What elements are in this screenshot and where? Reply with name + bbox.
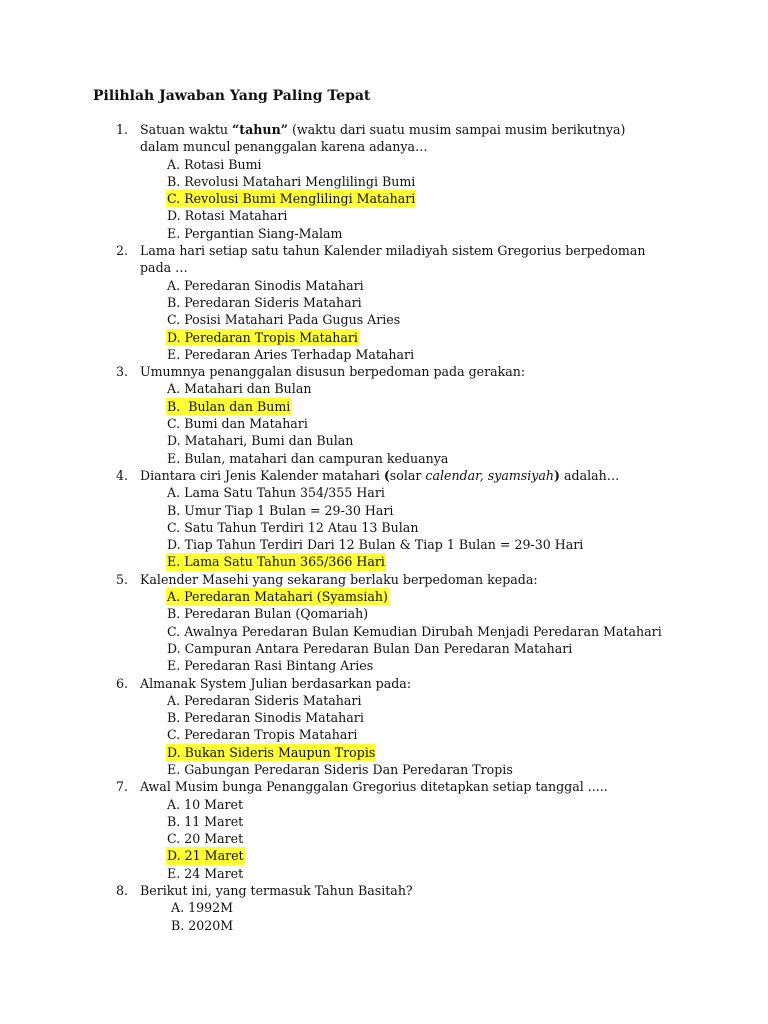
- answer-option: D. Tiap Tahun Terdiri Dari 12 Bulan & Tiap 1 Bulan = 29-30 Hari: [167, 537, 584, 553]
- answer-option: C. Satu Tahun Terdiri 12 Atau 13 Bulan: [167, 519, 419, 535]
- question-7: [0, 778, 768, 882]
- answer-option: D. Matahari, Bumi dan Bulan: [167, 433, 354, 449]
- answer-option: D. Campuran Antara Peredaran Bulan Dan Peredaran Matahari: [167, 640, 573, 656]
- answer-option: B. Peredaran Sinodis Matahari: [167, 710, 364, 726]
- answer-option: E. Peredaran Aries Terhadap Matahari: [167, 346, 415, 362]
- answer-option: E. Pergantian Siang-Malam: [167, 225, 343, 241]
- answer-option-highlighted: B. Bulan dan Bumi: [167, 398, 291, 414]
- answer-option: A. Peredaran Sideris Matahari: [167, 692, 362, 708]
- question-number: 4.: [116, 467, 129, 483]
- question-text-continued: dalam muncul penanggalan karena adanya…: [140, 139, 428, 155]
- question-italic-term: calendar, syamsiyah: [425, 467, 555, 483]
- answer-option: B. Umur Tiap 1 Bulan = 29-30 Hari: [167, 502, 394, 518]
- answer-option: C. Peredaran Tropis Matahari: [167, 727, 358, 743]
- answer-option: A. Rotasi Bumi: [167, 156, 262, 172]
- question-number: 3.: [116, 364, 129, 380]
- question-text: Satuan waktu “tahun” (waktu dari suatu musim sampai musim berikutnya): [140, 122, 626, 137]
- answer-option-highlighted: D. Bukan Sideris Maupun Tropis: [167, 744, 376, 760]
- answer-option-highlighted: D. 21 Maret: [167, 848, 244, 864]
- answer-option: A. Matahari dan Bulan: [167, 381, 312, 397]
- answer-option: B. 2020M: [171, 917, 234, 933]
- question-list: [0, 121, 768, 934]
- question-text: Diantara ciri Jenis Kalender matahari (solar calendar, syamsiyah) adalah…: [140, 467, 620, 483]
- question-text: Kalender Masehi yang sekarang berlaku berpedoman kepada:: [140, 571, 538, 587]
- question-keyword: “tahun”: [232, 122, 288, 137]
- question-number: 7.: [116, 779, 129, 795]
- answer-option: E. Peredaran Rasi Bintang Aries: [167, 658, 374, 674]
- question-text: Lama hari setiap satu tahun Kalender miladiyah sistem Gregorius berpedoman: [140, 243, 646, 259]
- answer-option: C. Bumi dan Matahari: [167, 416, 308, 432]
- question-2: [0, 242, 768, 363]
- answer-option: D. Rotasi Matahari: [167, 208, 288, 224]
- question-number: 2.: [116, 243, 129, 259]
- answer-option-highlighted: D. Peredaran Tropis Matahari: [167, 329, 358, 345]
- question-text: Umumnya penanggalan disusun berpedoman pada gerakan:: [140, 364, 526, 380]
- question-8: [0, 882, 768, 934]
- answer-option-highlighted: A. Peredaran Matahari (Syamsiah): [167, 589, 388, 605]
- answer-option: E. 24 Maret: [167, 865, 244, 881]
- question-number: 6.: [116, 675, 129, 691]
- answer-option: E. Bulan, matahari dan campuran keduanya: [167, 450, 449, 466]
- question-5: [0, 571, 768, 675]
- answer-option: B. Peredaran Sideris Matahari: [167, 294, 362, 310]
- answer-option: A. 10 Maret: [167, 796, 244, 812]
- answer-option-highlighted: E. Lama Satu Tahun 365/366 Hari: [167, 554, 385, 570]
- question-number: 1.: [116, 122, 129, 137]
- question-6: [0, 675, 768, 779]
- answer-option: A. 1992M: [171, 900, 234, 916]
- question-number: 8.: [116, 883, 129, 899]
- answer-option: C. 20 Maret: [167, 831, 244, 847]
- answer-option: C. Posisi Matahari Pada Gugus Aries: [167, 312, 401, 328]
- question-4: [0, 467, 768, 571]
- question-number: 5.: [116, 571, 129, 587]
- answer-option: B. Peredaran Bulan (Qomariah): [167, 606, 369, 622]
- answer-option: C. Awalnya Peredaran Bulan Kemudian Dirubah Menjadi Peredaran Matahari: [167, 623, 662, 639]
- page-title: Pilihlah Jawaban Yang Paling Tepat: [93, 88, 371, 104]
- answer-option: E. Gabungan Peredaran Sideris Dan Peredaran Tropis: [167, 761, 513, 777]
- question-text: Awal Musim bunga Penanggalan Gregorius ditetapkan setiap tanggal .....: [140, 779, 608, 795]
- question-text: Berikut ini, yang termasuk Tahun Basitah?: [140, 883, 413, 899]
- question-text-continued: pada …: [140, 260, 188, 276]
- question-3: [0, 363, 768, 467]
- answer-option-highlighted: C. Revolusi Bumi Menglilingi Matahari: [167, 191, 416, 207]
- question-text: Almanak System Julian berdasarkan pada:: [140, 675, 412, 691]
- answer-option: B. 11 Maret: [167, 813, 244, 829]
- answer-option: A. Peredaran Sinodis Matahari: [167, 277, 364, 293]
- answer-option: B. Revolusi Matahari Menglilingi Bumi: [167, 173, 416, 189]
- answer-option: A. Lama Satu Tahun 354/355 Hari: [167, 485, 385, 501]
- question-1: [0, 121, 768, 242]
